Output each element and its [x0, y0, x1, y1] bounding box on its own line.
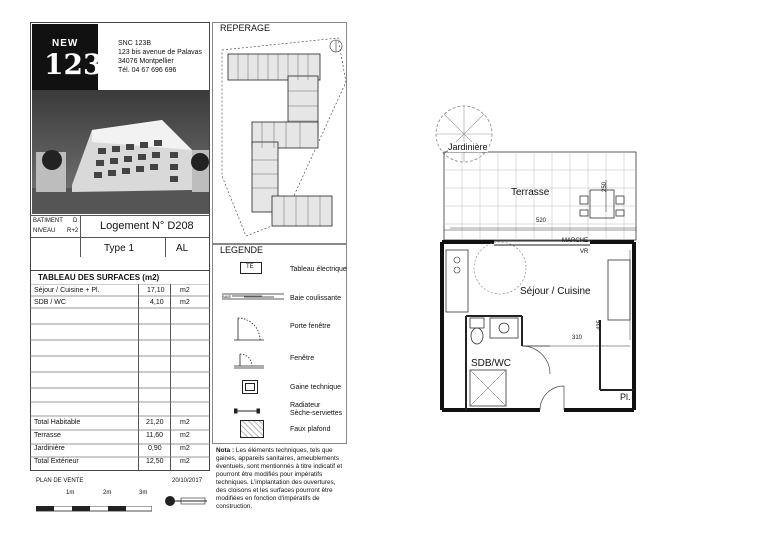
scale-bar [36, 499, 152, 505]
total-row-unit: m2 [180, 419, 190, 426]
divider [165, 237, 166, 257]
legend-label: Porte fenêtre [290, 323, 331, 330]
divider [30, 237, 210, 238]
vr-label: VR [580, 249, 589, 255]
total-row-unit: m2 [180, 432, 190, 439]
lot-code: AL [176, 243, 189, 254]
plan-date: 20/10/2017 [172, 478, 203, 484]
total-row-label: Total Extérieur [34, 458, 79, 465]
note-text: Les éléments techniques, tels que gaines, appareils sanitaires, ameublements éventuels, sont mentionnés à titre indicatif et pourront être modifiés pour impératifs techniques. L'implantation des ouvertures, des cloisons et les surfaces pourront être modifiées en fonction d'impératifs de construction. [216, 447, 343, 510]
legend-label: Faux plafond [290, 426, 331, 433]
room-label-sdb: SDB/WC [471, 358, 511, 369]
legend-title: LEGENDE [220, 245, 264, 255]
electric-panel-icon [240, 262, 262, 274]
total-row-value: 21,20 [146, 419, 164, 426]
dimension-label: 310 [572, 335, 583, 341]
legend-label: Fenêtre [290, 355, 315, 362]
niveau-label: NIVEAU [33, 228, 56, 234]
legend-label: Tableau électrique [290, 266, 347, 273]
total-row-unit: m2 [180, 445, 190, 452]
scale-label: 1m [66, 490, 75, 496]
company-address1: 123 bis avenue de Palavas [118, 49, 203, 56]
towel-radiator-icon [234, 402, 260, 410]
company-name: SNC 123B [118, 40, 152, 47]
surface-row-unit: m2 [180, 287, 190, 294]
total-row-label: Terrasse [34, 432, 61, 439]
total-row-unit: m2 [180, 458, 190, 465]
note-bold: Nota : [216, 447, 235, 454]
niveau-value: R+2 [67, 228, 79, 234]
legend-label: Gaine technique [290, 384, 341, 391]
total-row-value: 12,50 [146, 458, 164, 465]
total-row-value: 0,90 [148, 445, 162, 452]
total-row-label: Total Habitable [34, 419, 81, 426]
plan-label: PLAN DE VENTE [36, 478, 84, 484]
technical-duct-icon [242, 380, 258, 394]
dimension-label: 435 [597, 319, 604, 331]
legend-label: Radiateur Sèche-serviettes [290, 402, 343, 417]
divider [80, 216, 81, 257]
sliding-window-code: BAIE [222, 294, 232, 299]
dimension-label: 520 [536, 218, 547, 224]
batiment-label: BATIMENT [33, 218, 63, 224]
room-label-terrasse: Terrasse [511, 187, 550, 198]
french-window-icon [234, 314, 264, 344]
room-label-placard: Pl. [620, 392, 631, 402]
total-row-label: Jardinière [34, 445, 65, 452]
reperage-title: REPERAGE [220, 23, 271, 33]
dimension-label: 250 [602, 181, 609, 193]
total-row-value: 11,60 [146, 432, 163, 439]
batiment-value: D [73, 218, 78, 224]
surface-row-value: 17,10 [147, 287, 165, 294]
building-photo [32, 90, 209, 214]
surface-row-label: Séjour / Cuisine + Pl. [34, 287, 100, 294]
company-phone: Tél. 04 67 696 696 [118, 67, 177, 74]
scale-label: 2m [103, 490, 112, 496]
surface-row-unit: m2 [180, 299, 190, 306]
north-arrow-icon [163, 494, 209, 508]
lot-type: Type 1 [104, 243, 135, 254]
surface-row-label: SDB / WC [34, 299, 66, 306]
room-label-jardiniere: Jardinière [448, 142, 488, 152]
electric-panel-code: TE [246, 264, 254, 270]
surfaces-title: TABLEAU DES SURFACES (m2) [38, 273, 160, 282]
divider [30, 215, 210, 216]
marche-label: MARCHE [562, 238, 589, 244]
company-address2: 34076 Montpellier [118, 58, 174, 65]
logo-line2: 123 [44, 48, 103, 81]
room-label-sejour: Séjour / Cuisine [520, 286, 591, 297]
window-icon [234, 350, 264, 370]
key-plan [218, 36, 350, 241]
false-ceiling-icon [240, 420, 264, 438]
logo [32, 24, 103, 90]
logement-number: Logement N° D208 [100, 220, 194, 232]
note [216, 447, 346, 511]
scale-label: 3m [139, 490, 148, 496]
surface-row-value: 4,10 [150, 299, 164, 306]
table-grid [30, 284, 210, 471]
legend-label: Baie coulissante [290, 295, 341, 302]
sliding-window-icon [222, 290, 284, 302]
logo-line1: NEW [52, 38, 79, 49]
